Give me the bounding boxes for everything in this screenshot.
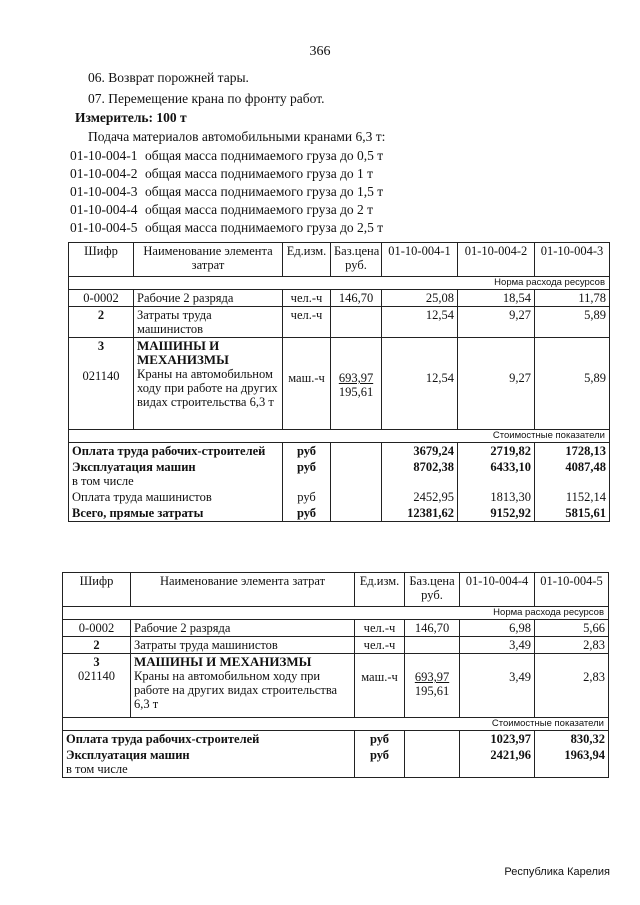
row-unit: чел.-ч [283,290,331,307]
item-text: общая масса поднимаемого груза до 1,5 т [145,184,384,199]
row-unit: чел.-ч [283,307,331,338]
cost-row [63,731,609,748]
cost-unit: руб [283,443,331,460]
cost-label: Стоимостные показатели [63,718,609,731]
row-code-machine: 021140 [82,369,120,383]
total-value-3: 5815,61 [535,505,610,522]
row-code: 0-0002 [69,290,134,307]
header-col-3: 01-10-004-3 [535,243,610,277]
cost-name: Эксплуатация машин [72,460,196,474]
table-row [63,654,609,718]
row-unit: маш.-ч [288,371,325,385]
norm-label: Норма расхода ресурсов [63,607,609,620]
row-value-3: 5,89 [535,307,610,338]
row-name: Рабочие 2 разряда [134,290,283,307]
cost-value-1: 8702,38 [382,459,458,489]
list-item [70,220,383,236]
row-value-2: 2,83 [583,670,605,684]
row-value-1: 25,08 [382,290,458,307]
item-text: общая масса поднимаемого груза до 2 т [145,202,374,217]
row-value-3: 11,78 [535,290,610,307]
list-item [70,202,373,218]
supply-title: Подача материалов автомобильными кранами 6,3 т: [88,129,386,144]
footer-region: Республика Карелия [504,866,610,878]
cost-value-2: 1813,30 [458,489,535,505]
measure-unit: Измеритель: 100 т [75,110,187,125]
row-price: 146,70 [331,290,382,307]
row-heading: МАШИНЫ И МЕХАНИЗМЫ [134,654,312,669]
cost-value-2: 1963,94 [535,747,609,778]
item-code: 01-10-004-4 [70,202,138,217]
cost-label-row [63,718,609,731]
row-value-2: 18,54 [458,290,535,307]
row-unit: чел.-ч [355,620,405,637]
table-row [69,338,610,430]
row-heading: МАШИНЫ И МЕХАНИЗМЫ [137,338,229,367]
cost-name: Оплата труда рабочих-строителей [63,731,355,748]
cost-row [69,459,610,489]
cost-value-1: 2421,96 [460,747,535,778]
row-code: 3 [97,339,105,353]
item-code: 01-10-004-1 [70,148,138,163]
cost-value-1: 2452,95 [382,489,458,505]
header-name: Наименование элемента затрат [131,573,355,607]
cost-value-1: 1023,97 [460,731,535,748]
list-item [70,148,383,164]
norm-label: Норма расхода ресурсов [69,277,610,290]
row-code-machine: 021140 [77,669,116,683]
list-item [70,166,373,182]
cost-value-3: 1728,13 [535,443,610,460]
cost-name: Эксплуатация машин [66,748,190,762]
header-col-1: 01-10-004-4 [460,573,535,607]
table-header-row [63,573,609,607]
cost-value-3: 1152,14 [535,489,610,505]
header-code: Шифр [63,573,131,607]
row-price [331,307,382,338]
row-price [405,637,460,654]
item-text: общая масса поднимаемого груза до 1 т [145,166,374,181]
total-value-2: 9152,92 [458,505,535,522]
header-code: Шифр [69,243,134,277]
row-name: Краны на автомобильном ходу при работе на других видах строительства 6,3 т [134,669,338,711]
item-text: общая масса поднимаемого груза до 0,5 т [145,148,384,163]
header-name: Наименование элемента затрат [134,243,283,277]
row-unit: маш.-ч [361,670,398,684]
row-value-2: 9,27 [458,307,535,338]
total-unit: руб [283,505,331,522]
row-code: 3 [93,655,100,669]
table-row [63,637,609,654]
cost-sub: в том числе [66,762,128,776]
row-value-2: 5,66 [535,620,609,637]
row-value-1: 12,54 [425,371,454,385]
header-col-1: 01-10-004-1 [382,243,458,277]
row-value-2: 9,27 [509,371,531,385]
row-price-operator: 195,61 [338,385,374,399]
row-code: 0-0002 [63,620,131,637]
table-header-row [69,243,610,277]
item-code: 01-10-004-3 [70,184,138,199]
row-price: 693,97 [338,371,374,385]
row-value-1: 3,49 [509,670,531,684]
norm-label-row [69,277,610,290]
cost-sub: в том числе [72,474,134,488]
cost-label-row [69,430,610,443]
row-unit: чел.-ч [355,637,405,654]
norm-table-2 [62,572,609,778]
norm-table-1 [68,242,610,522]
cost-row [69,489,610,505]
item-code: 01-10-004-5 [70,220,138,235]
item-code: 01-10-004-2 [70,166,138,181]
row-value-1: 3,49 [460,637,535,654]
row-code: 2 [69,307,134,338]
row-value-3: 5,89 [584,371,606,385]
cost-row [69,443,610,460]
item-text: общая масса поднимаемого груза до 2,5 т [145,220,384,235]
cost-value-3: 4087,48 [535,459,610,489]
norm-label-row [63,607,609,620]
table-row [69,290,610,307]
intro-line-2: 07. Перемещение крана по фронту работ. [88,91,325,106]
cost-name: Оплата труда рабочих-строителей [69,443,283,460]
header-unit: Ед.изм. [283,243,331,277]
page-number: 366 [309,44,331,59]
cost-unit: руб [355,731,405,748]
row-value-2: 2,83 [535,637,609,654]
row-name: Затраты труда машинистов [134,307,283,338]
row-price-operator: 195,61 [414,684,450,698]
cost-name: Оплата труда машинистов [69,489,283,505]
row-price: 693,97 [414,670,450,684]
table-row [69,307,610,338]
header-col-2: 01-10-004-5 [535,573,609,607]
row-price: 146,70 [405,620,460,637]
header-col-2: 01-10-004-2 [458,243,535,277]
cost-unit: руб [283,459,331,489]
intro-line-1: 06. Возврат порожней тары. [88,70,249,85]
total-name: Всего, прямые затраты [69,505,283,522]
cost-total-row [69,505,610,522]
table-row [63,620,609,637]
row-value-1: 12,54 [382,307,458,338]
row-name: Рабочие 2 разряда [131,620,355,637]
header-price: Баз.цена руб. [331,243,382,277]
row-value-1: 6,98 [460,620,535,637]
row-name: Затраты труда машинистов [131,637,355,654]
cost-value-2: 2719,82 [458,443,535,460]
cost-label: Стоимостные показатели [69,430,610,443]
cost-value-2: 6433,10 [458,459,535,489]
header-unit: Ед.изм. [355,573,405,607]
cost-value-2: 830,32 [535,731,609,748]
header-price: Баз.цена руб. [405,573,460,607]
cost-unit: руб [355,747,405,778]
total-value-1: 12381,62 [382,505,458,522]
row-code: 2 [63,637,131,654]
cost-unit: руб [283,489,331,505]
list-item [70,184,383,200]
row-name: Краны на автомобильном ходу при работе на других видах строительства 6,3 т [137,367,278,409]
cost-row [63,747,609,778]
cost-value-1: 3679,24 [382,443,458,460]
